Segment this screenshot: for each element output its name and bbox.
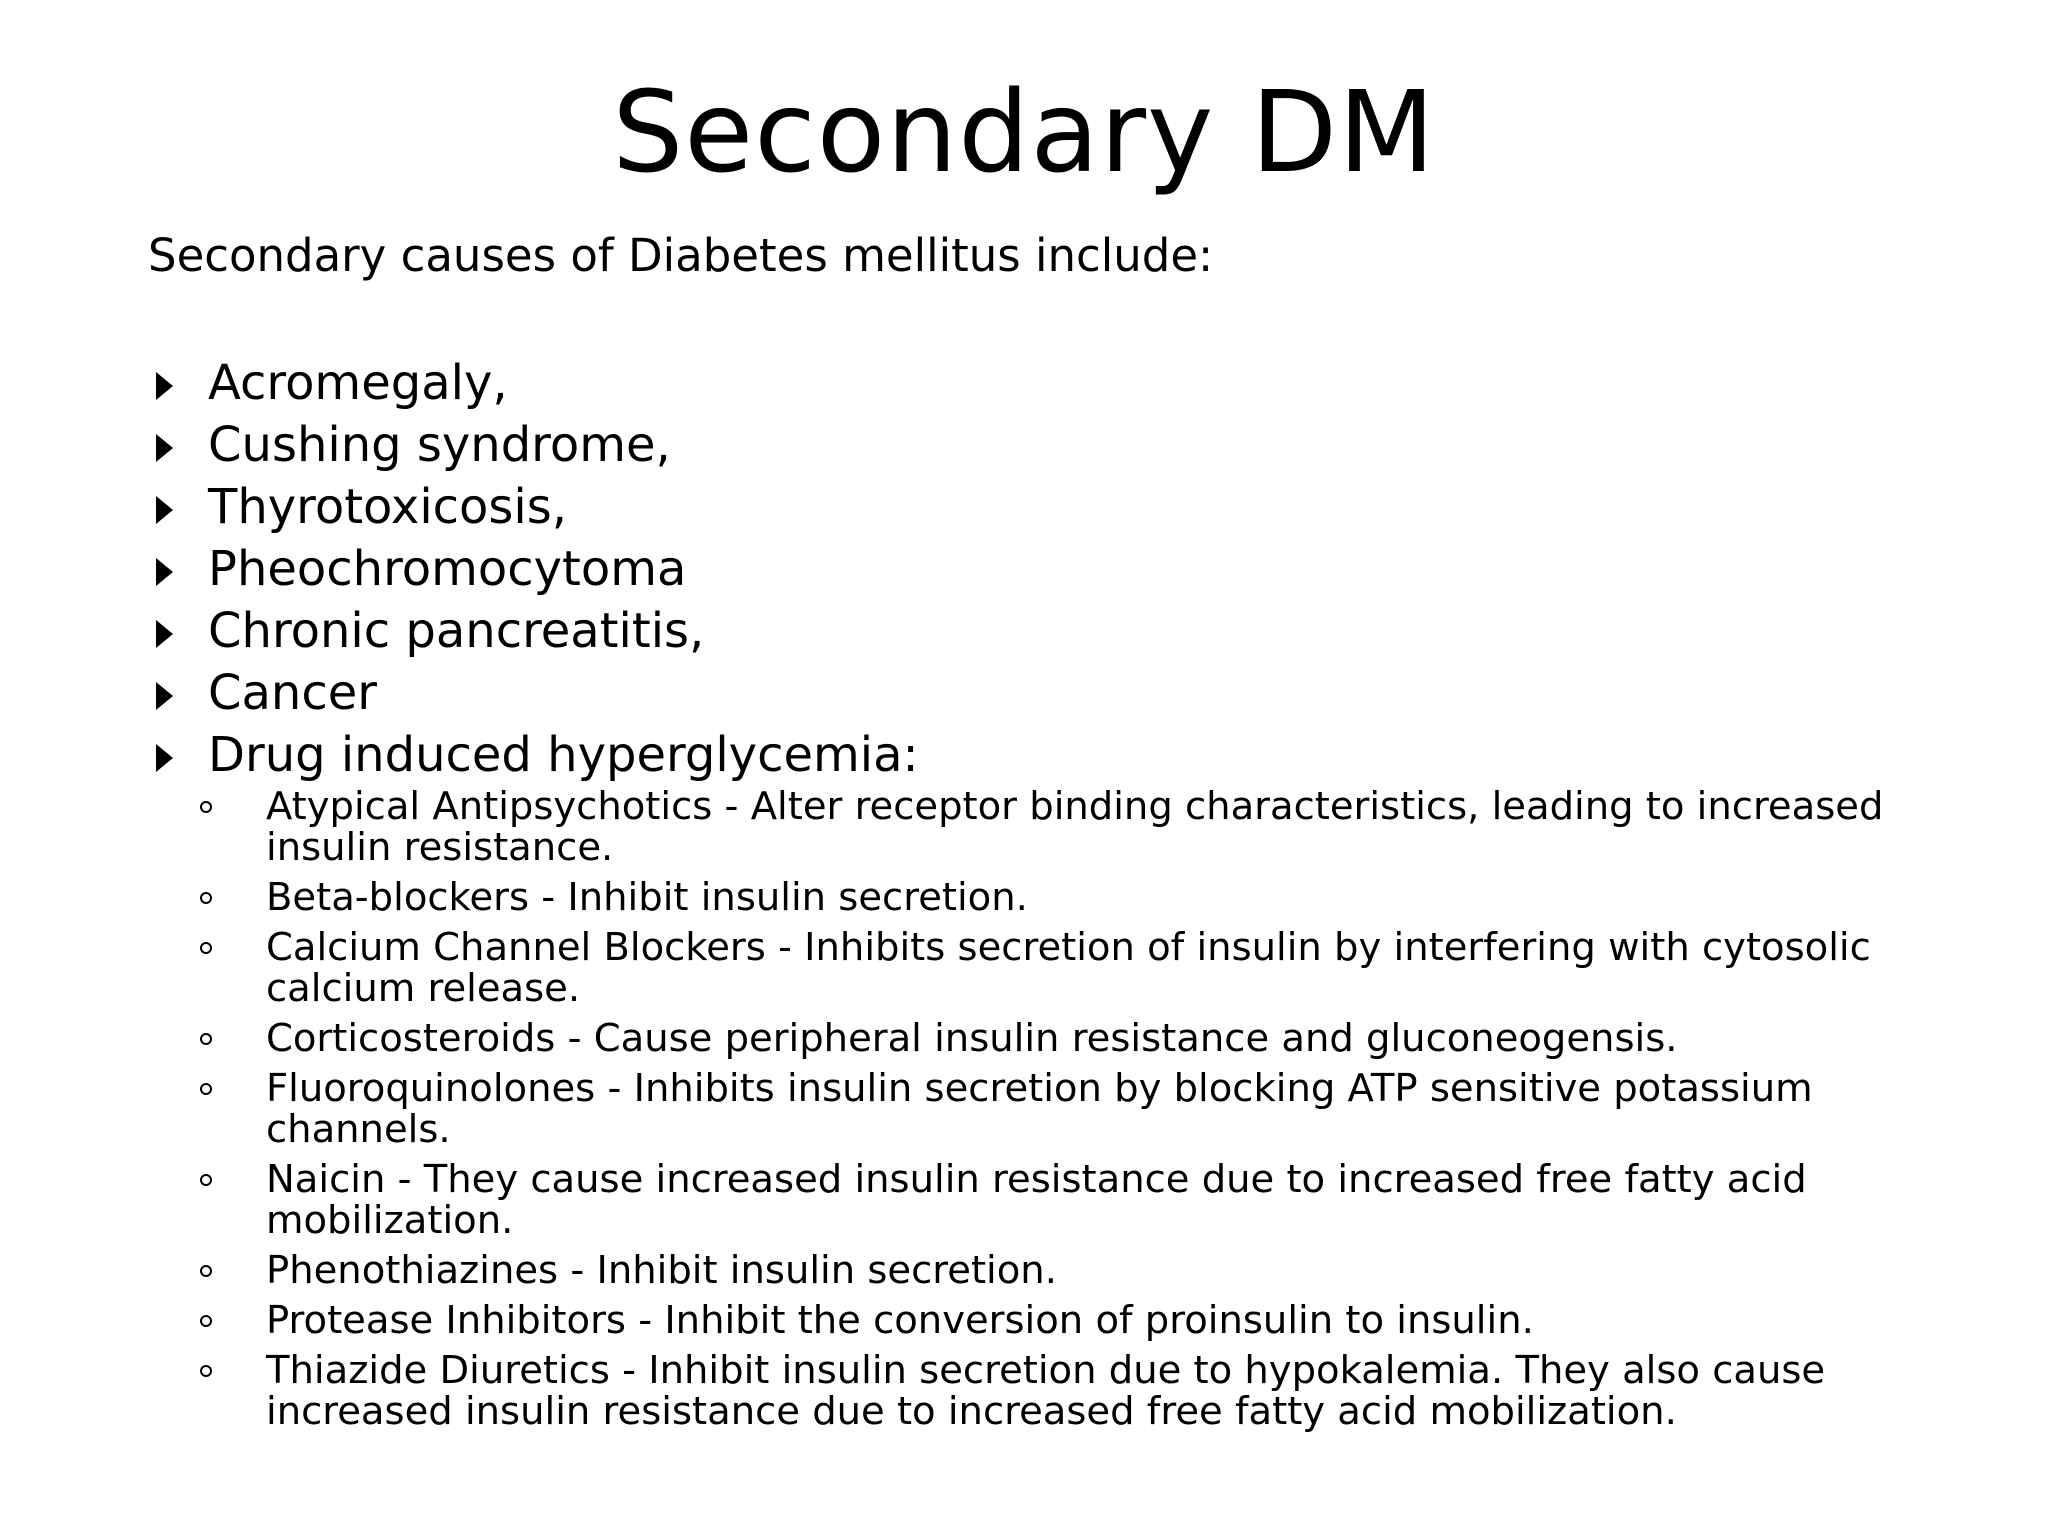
list-item — [200, 1018, 1900, 1059]
circle-bullet-icon — [200, 942, 212, 954]
circle-bullet-icon — [200, 1033, 212, 1045]
cause-label: Acromegaly, — [208, 355, 508, 411]
triangle-bullet-icon — [156, 496, 173, 524]
circle-bullet-icon — [200, 1315, 212, 1327]
drug-text: Thiazide Diuretics - Inhibit insulin secretion due to hypokalemia. They also cause increased insulin resistance due to increased free fatty acid mobilization. — [266, 1348, 1826, 1434]
list-item — [200, 927, 1900, 1009]
triangle-bullet-icon — [156, 558, 173, 586]
drug-text: Atypical Antipsychotics - Alter receptor binding characteristics, leading to increased insulin resistance. — [266, 784, 1884, 870]
triangle-bullet-icon — [156, 682, 173, 710]
drug-text: Phenothiazines - Inhibit insulin secretion. — [266, 1248, 1057, 1293]
list-item — [200, 1250, 1900, 1291]
list-item — [200, 1300, 1900, 1341]
intro-text: Secondary causes of Diabetes mellitus include: — [148, 229, 1214, 282]
drug-text: Naicin - They cause increased insulin resistance due to increased free fatty acid mobilization. — [266, 1157, 1807, 1243]
cause-label: Thyrotoxicosis, — [208, 479, 568, 535]
circle-bullet-icon — [200, 1265, 212, 1277]
drug-text: Calcium Channel Blockers - Inhibits secretion of insulin by interfering with cytosolic calcium release. — [266, 925, 1871, 1011]
triangle-bullet-icon — [156, 620, 173, 648]
list-item — [200, 1350, 1900, 1432]
triangle-bullet-icon — [156, 372, 173, 400]
list-item — [200, 1159, 1900, 1241]
circle-bullet-icon — [200, 801, 212, 813]
drug-text: Fluoroquinolones - Inhibits insulin secretion by blocking ATP sensitive potassium channels. — [266, 1066, 1813, 1152]
drug-text: Beta-blockers - Inhibit insulin secretion. — [266, 875, 1028, 920]
circle-bullet-icon — [200, 1083, 212, 1095]
list-item — [200, 786, 1900, 868]
cause-label: Pheochromocytoma — [208, 541, 687, 597]
cause-label: Chronic pancreatitis, — [208, 603, 705, 659]
triangle-bullet-icon — [156, 744, 173, 772]
triangle-bullet-icon — [156, 434, 173, 462]
cause-label: Drug induced hyperglycemia: — [208, 727, 919, 783]
cause-label: Cancer — [208, 665, 378, 721]
circle-bullet-icon — [200, 1174, 212, 1186]
drug-text: Corticosteroids - Cause peripheral insulin resistance and gluconeogensis. — [266, 1016, 1678, 1061]
cause-label: Cushing syndrome, — [208, 417, 671, 473]
circle-bullet-icon — [200, 1365, 212, 1377]
drug-list — [200, 786, 1900, 1441]
list-item — [200, 877, 1900, 918]
circle-bullet-icon — [200, 892, 212, 904]
slide-title: Secondary DM — [612, 68, 1436, 198]
list-item — [200, 1068, 1900, 1150]
drug-text: Protease Inhibitors - Inhibit the conversion of proinsulin to insulin. — [266, 1298, 1534, 1343]
